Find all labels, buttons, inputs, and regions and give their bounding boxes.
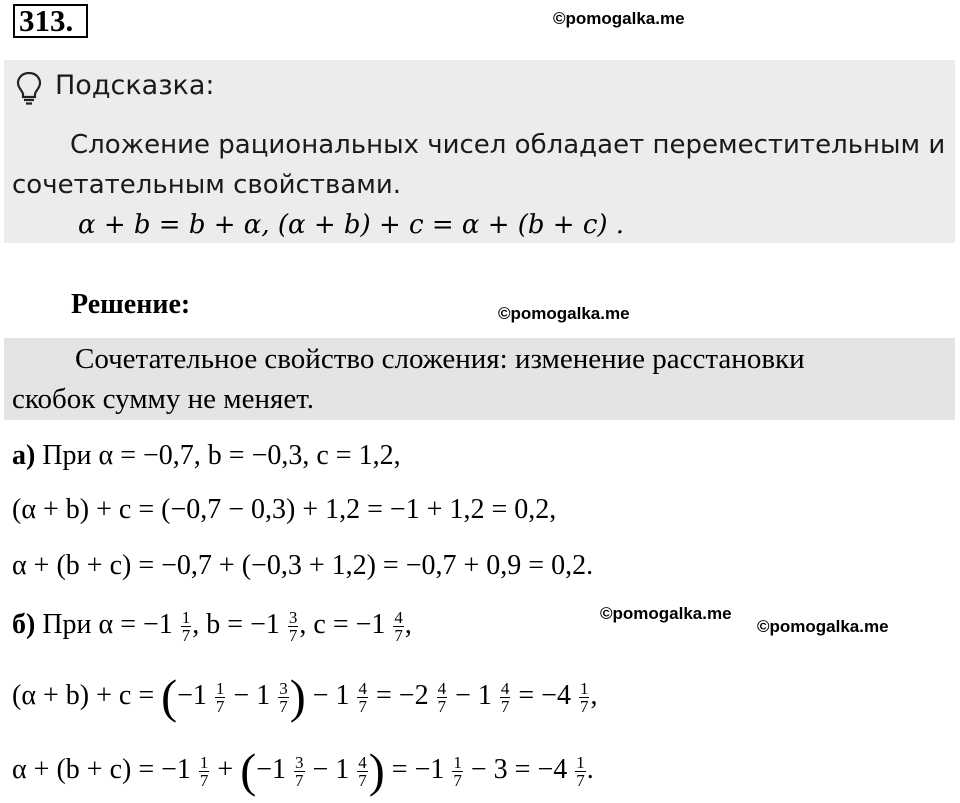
fraction: [181, 609, 192, 644]
denominator: 7: [576, 771, 585, 791]
eq-text: .: [586, 754, 594, 785]
eq-text: − 3 = −4: [470, 754, 568, 785]
eq-text: ,: [590, 680, 598, 711]
part-b-text: , c = −1: [299, 609, 386, 640]
fraction: [452, 754, 463, 789]
part-a-equation-1: (α + b) + c = (−0,7 − 0,3) + 1,2 = −1 + 1,2 = 0,2,: [12, 494, 557, 525]
eq-text: −1: [177, 680, 207, 711]
hint-title: Подсказка:: [55, 70, 215, 101]
denominator: 7: [279, 697, 288, 717]
part-a-condition: [12, 440, 401, 472]
eq-text: α + (b + c) = −1: [12, 754, 191, 785]
watermark: ©pomogalka.me: [757, 617, 889, 636]
eq-text: − 1: [312, 680, 350, 711]
fraction: [579, 680, 590, 715]
denominator: 7: [358, 771, 367, 791]
fraction: [215, 680, 226, 715]
numerator: 4: [358, 753, 367, 773]
eq-text: = −2: [375, 680, 429, 711]
eq-text: −1: [256, 754, 286, 785]
numerator: 1: [579, 679, 589, 699]
right-paren: ): [368, 744, 385, 798]
fraction: [437, 680, 448, 715]
denominator: 7: [358, 697, 367, 717]
lightbulb-icon: [14, 70, 44, 106]
numerator: 4: [437, 679, 447, 699]
right-paren: ): [289, 670, 306, 724]
part-b-prefix: При α = −1: [35, 609, 173, 640]
part-a-equation-2: α + (b + c) = −0,7 + (−0,3 + 1,2) = −0,7 + 0,9 = 0,2.: [12, 550, 594, 581]
fraction: [357, 680, 368, 715]
part-a-label: а): [12, 440, 36, 471]
denominator: 7: [394, 626, 403, 646]
numerator: 3: [288, 608, 298, 628]
numerator: 1: [576, 753, 585, 773]
fraction: [393, 609, 404, 644]
eq-text: − 1: [312, 754, 350, 785]
numerator: 1: [453, 753, 462, 773]
eq-text: = −1: [391, 754, 445, 785]
numerator: 4: [500, 679, 510, 699]
denominator: 7: [199, 771, 209, 791]
denominator: 7: [295, 771, 304, 791]
fraction: [575, 754, 586, 789]
numerator: 3: [279, 679, 288, 699]
denominator: 7: [288, 626, 298, 646]
denominator: 7: [579, 697, 589, 717]
fraction: [500, 680, 511, 715]
denominator: 7: [215, 697, 225, 717]
numerator: 1: [181, 608, 191, 628]
denominator: 7: [500, 697, 510, 717]
numerator: 4: [358, 679, 367, 699]
eq-text: +: [217, 754, 234, 785]
eq-text: − 1: [233, 680, 271, 711]
left-paren: (: [240, 744, 257, 798]
part-b-equation-2: [12, 740, 594, 800]
hint-text-line2: сочетательным свойствами.: [12, 170, 402, 200]
part-b-condition: [12, 600, 412, 650]
part-a-condition-text: При α = −0,7, b = −0,3, c = 1,2,: [35, 440, 401, 471]
watermark: ©pomogalka.me: [498, 304, 630, 323]
rule-text-line1: Сочетательное свойство сложения: изменение расстановки: [75, 343, 805, 375]
watermark: ©pomogalka.me: [553, 9, 685, 28]
fraction: [278, 680, 289, 715]
left-paren: (: [161, 670, 178, 724]
fraction: [357, 754, 368, 789]
task-number: 313.: [13, 4, 88, 38]
numerator: 1: [199, 753, 209, 773]
hint-text-line1: Сложение рациональных чисел обладает переместительным и: [70, 130, 946, 160]
denominator: 7: [437, 697, 447, 717]
fraction: [199, 754, 210, 789]
numerator: 4: [394, 608, 403, 628]
part-b-equation-1: [12, 666, 597, 726]
numerator: 1: [215, 679, 225, 699]
watermark: ©pomogalka.me: [600, 604, 732, 623]
fraction: [288, 609, 299, 644]
solution-title: Решение:: [71, 289, 191, 320]
part-b-label: б): [12, 609, 36, 640]
part-b-text: , b = −1: [192, 609, 280, 640]
eq-text: = −4: [518, 680, 571, 711]
hint-formula: α + b = b + α, (α + b) + c = α + (b + c) .: [78, 210, 625, 240]
fraction: [294, 754, 305, 789]
denominator: 7: [181, 626, 191, 646]
denominator: 7: [453, 771, 462, 791]
rule-text-line2: скобок сумму не меняет.: [12, 383, 314, 415]
part-b-text: ,: [404, 609, 412, 640]
eq-text: (α + b) + c =: [12, 680, 155, 711]
eq-text: − 1: [455, 680, 492, 711]
numerator: 3: [295, 753, 304, 773]
